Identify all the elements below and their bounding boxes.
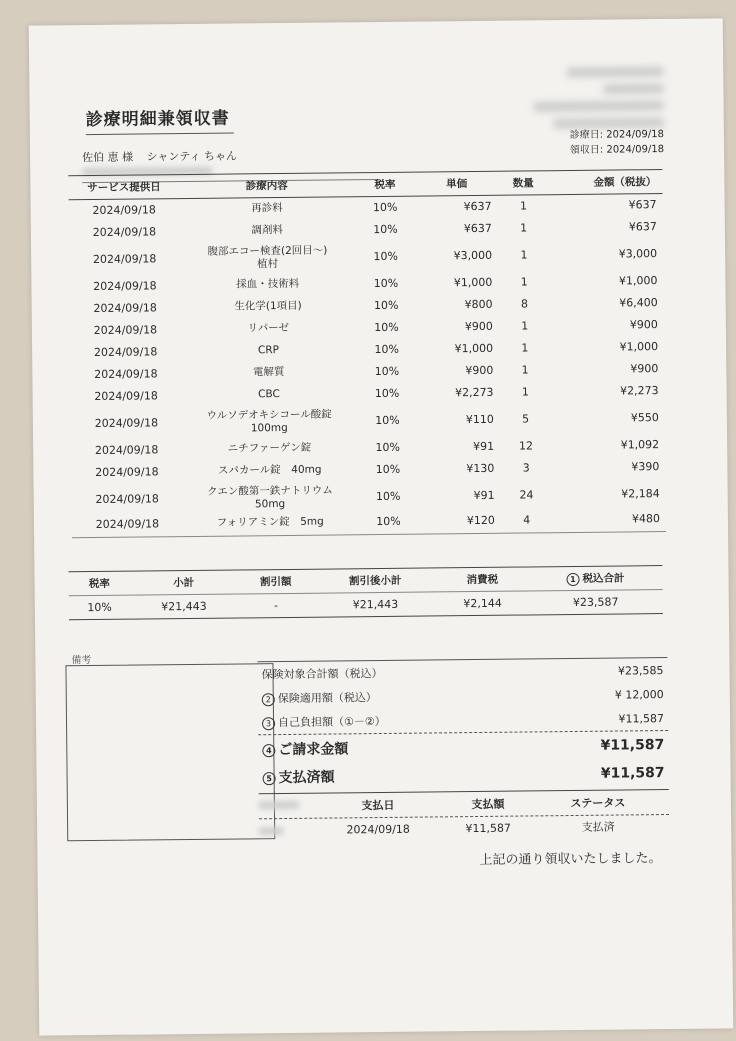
item-description: 採血・技術料 bbox=[236, 277, 300, 291]
circled-number-2: 2 bbox=[262, 693, 275, 706]
receipt-date-label: 領収日: bbox=[569, 144, 604, 157]
item-quantity: 3 bbox=[522, 461, 530, 475]
sum-col-subtotal: 小計 bbox=[130, 570, 237, 595]
circled-number-1: 1 bbox=[566, 572, 579, 585]
billed-label: ご請求金額 bbox=[278, 741, 349, 759]
item-quantity: 1 bbox=[520, 275, 528, 289]
item-description: CRP bbox=[257, 344, 280, 357]
payment-status: 支払済 bbox=[581, 820, 615, 834]
insurance-applied-value: ¥ 12,000 bbox=[614, 687, 664, 702]
item-date: 2024/09/18 bbox=[93, 301, 157, 315]
item-quantity: 8 bbox=[520, 297, 529, 311]
date-block bbox=[570, 127, 665, 158]
sum-total: ¥23,587 bbox=[528, 590, 662, 615]
pay-col-status: ステータス bbox=[570, 796, 626, 811]
insured-total-value: ¥23,585 bbox=[617, 663, 664, 678]
insured-total-label: 保険対象合計額（税込） bbox=[261, 666, 383, 682]
item-date: 2024/09/18 bbox=[92, 203, 156, 218]
item-description: スパカール錠 40mg bbox=[217, 463, 322, 477]
item-quantity: 1 bbox=[521, 341, 529, 355]
item-date: 2024/09/18 bbox=[93, 323, 158, 337]
item-tax-rate: 10% bbox=[374, 320, 399, 335]
item-description: ニチファーゲン錠 bbox=[227, 441, 312, 455]
exam-date-label: 診療日: bbox=[569, 129, 604, 142]
sum-col-discount: 割引額 bbox=[237, 569, 314, 594]
item-amount: ¥637 bbox=[628, 198, 657, 212]
item-description: 再診料 bbox=[251, 202, 283, 215]
item-unit-price: ¥91 bbox=[473, 439, 495, 454]
payment-amount: ¥11,587 bbox=[465, 821, 511, 835]
item-unit-price: ¥800 bbox=[464, 297, 493, 312]
item-unit-price: ¥1,000 bbox=[453, 275, 493, 290]
item-unit-price: ¥900 bbox=[464, 319, 493, 334]
item-quantity: 12 bbox=[518, 439, 533, 453]
payment-row bbox=[259, 815, 669, 841]
item-date: 2024/09/18 bbox=[92, 252, 157, 267]
item-amount: ¥3,000 bbox=[618, 247, 658, 261]
item-amount: ¥480 bbox=[552, 510, 666, 533]
self-pay-label: 自己負担額（①－②） bbox=[277, 714, 386, 730]
item-tax-rate: 10% bbox=[375, 489, 401, 504]
item-quantity: 5 bbox=[522, 412, 530, 426]
item-date: 2024/09/18 bbox=[95, 492, 159, 506]
item-description: リパーゼ bbox=[247, 321, 290, 335]
item-tax-rate: 10% bbox=[372, 201, 398, 215]
item-tax-rate: 10% bbox=[374, 386, 400, 401]
paid-row bbox=[258, 759, 668, 791]
item-quantity: 1 bbox=[520, 248, 528, 262]
insurance-applied-label: 保険適用額（税込） bbox=[277, 691, 377, 706]
item-description: クエン酸第一鉄ナトリウム 50mg bbox=[207, 484, 333, 510]
receipt-date: 2024/09/18 bbox=[606, 144, 665, 156]
item-date: 2024/09/18 bbox=[94, 367, 158, 381]
item-tax-rate: 10% bbox=[375, 413, 400, 428]
item-amount: ¥1,000 bbox=[618, 274, 658, 288]
sum-col-after-discount: 割引後小計 bbox=[314, 568, 437, 593]
item-description: ウルソデオキシコール酸錠 100mg bbox=[206, 408, 332, 434]
sum-tax-rate: 10% bbox=[69, 595, 131, 620]
item-date: 2024/09/18 bbox=[72, 515, 183, 538]
item-unit-price: ¥110 bbox=[465, 412, 494, 427]
item-unit-price: ¥637 bbox=[463, 200, 492, 214]
item-date: 2024/09/18 bbox=[94, 389, 158, 403]
sum-subtotal: ¥21,443 bbox=[130, 594, 237, 619]
sum-col-tax: 税率 bbox=[68, 571, 130, 596]
sum-consumption-tax: ¥2,144 bbox=[436, 591, 528, 616]
item-unit-price: ¥120 bbox=[419, 511, 501, 534]
item-tax-rate: 10% bbox=[358, 512, 420, 535]
item-description: 電解質 bbox=[252, 366, 285, 379]
sum-col-total: 1 税込合計 bbox=[528, 566, 662, 591]
item-amount: ¥2,273 bbox=[620, 384, 659, 398]
summary-row bbox=[69, 590, 663, 620]
closing-statement: 上記の通り領収いたしました。 bbox=[479, 851, 662, 868]
item-date: 2024/09/18 bbox=[92, 225, 157, 240]
sum-discount: - bbox=[237, 593, 314, 618]
payment-date: 2024/09/18 bbox=[346, 822, 410, 836]
item-tax-rate: 10% bbox=[375, 440, 400, 455]
col-desc: 診療内容 bbox=[179, 173, 354, 199]
document-title: 診療明細兼領収書 bbox=[86, 104, 234, 136]
sum-col-consumption-tax: 消費税 bbox=[436, 567, 528, 592]
clinic-info-redacted bbox=[523, 67, 664, 136]
item-amount: ¥6,400 bbox=[619, 296, 658, 310]
item-description: 腹部エコー検査(2回目～) 植村 bbox=[207, 244, 328, 270]
item-description: CBC bbox=[258, 388, 280, 401]
col-amount: 金額（税抜） bbox=[549, 170, 663, 195]
item-quantity: 1 bbox=[520, 221, 528, 235]
item-tax-rate: 10% bbox=[373, 298, 399, 313]
item-tax-rate: 10% bbox=[374, 364, 400, 379]
item-unit-price: ¥1,000 bbox=[454, 341, 494, 356]
item-amount: ¥390 bbox=[631, 460, 660, 474]
item-date: 2024/09/18 bbox=[94, 443, 159, 457]
item-amount: ¥900 bbox=[629, 318, 658, 332]
totals-block bbox=[257, 657, 668, 791]
owner-name: 佐伯 恵 様 bbox=[82, 150, 134, 165]
col-qty: 数量 bbox=[497, 171, 549, 196]
item-date: 2024/09/18 bbox=[94, 416, 159, 430]
item-tax-rate: 10% bbox=[373, 249, 398, 264]
item-quantity: 1 bbox=[521, 363, 529, 377]
billed-value: ¥11,587 bbox=[600, 737, 665, 754]
paid-value: ¥11,587 bbox=[600, 765, 665, 782]
remarks-box bbox=[65, 663, 275, 841]
item-date: 2024/09/18 bbox=[93, 345, 158, 359]
item-quantity: 4 bbox=[501, 511, 553, 534]
item-description: 調剤料 bbox=[251, 224, 284, 237]
sum-after-discount: ¥21,443 bbox=[314, 592, 437, 617]
item-tax-rate: 10% bbox=[375, 462, 401, 477]
item-amount: ¥900 bbox=[630, 362, 659, 376]
exam-date: 2024/09/18 bbox=[606, 129, 664, 141]
item-amount: ¥2,184 bbox=[621, 487, 660, 501]
paid-label: 支払済額 bbox=[278, 769, 335, 787]
item-quantity: 1 bbox=[519, 199, 527, 213]
pay-col-date: 支払日 bbox=[361, 798, 395, 813]
item-description: 生化学(1項目) bbox=[234, 299, 302, 313]
item-amount: ¥1,000 bbox=[619, 340, 659, 354]
item-tax-rate: 10% bbox=[373, 222, 398, 237]
circled-number-3: 3 bbox=[262, 717, 275, 730]
payments-table bbox=[259, 789, 669, 841]
item-quantity: 1 bbox=[521, 385, 529, 399]
items-table bbox=[68, 169, 666, 538]
col-unit: 単価 bbox=[416, 171, 498, 196]
payment-method-redacted bbox=[259, 827, 283, 835]
pet-name: シャンティ ちゃん bbox=[146, 149, 238, 164]
item-tax-rate: 10% bbox=[374, 342, 399, 357]
item-date: 2024/09/18 bbox=[93, 279, 157, 293]
item-amount: ¥637 bbox=[628, 220, 657, 234]
self-pay-value: ¥11,587 bbox=[618, 711, 665, 726]
item-description: フォリアミン錠 5mg bbox=[183, 513, 358, 537]
receipt-paper bbox=[29, 18, 734, 1035]
item-unit-price: ¥900 bbox=[465, 363, 494, 378]
col-date: サービス提供日 bbox=[68, 175, 179, 200]
item-unit-price: ¥637 bbox=[463, 221, 492, 236]
item-date: 2024/09/18 bbox=[95, 465, 159, 479]
item-quantity: 24 bbox=[519, 488, 534, 502]
summary-table bbox=[68, 565, 662, 620]
item-tax-rate: 10% bbox=[373, 276, 399, 291]
item-amount: ¥550 bbox=[630, 411, 659, 425]
pay-col-amount: 支払額 bbox=[471, 797, 505, 812]
circled-number-5: 5 bbox=[263, 772, 276, 785]
col-tax: 税率 bbox=[354, 172, 416, 197]
item-quantity: 1 bbox=[521, 319, 529, 333]
payment-method-redacted bbox=[259, 801, 299, 809]
remarks-label: 備考 bbox=[71, 655, 92, 667]
item-unit-price: ¥2,273 bbox=[454, 385, 494, 400]
item-amount: ¥1,092 bbox=[620, 438, 660, 452]
item-unit-price: ¥91 bbox=[473, 488, 495, 503]
item-unit-price: ¥130 bbox=[466, 461, 495, 476]
billed-row bbox=[258, 731, 668, 763]
item-unit-price: ¥3,000 bbox=[453, 248, 493, 263]
circled-number-4: 4 bbox=[262, 744, 275, 757]
